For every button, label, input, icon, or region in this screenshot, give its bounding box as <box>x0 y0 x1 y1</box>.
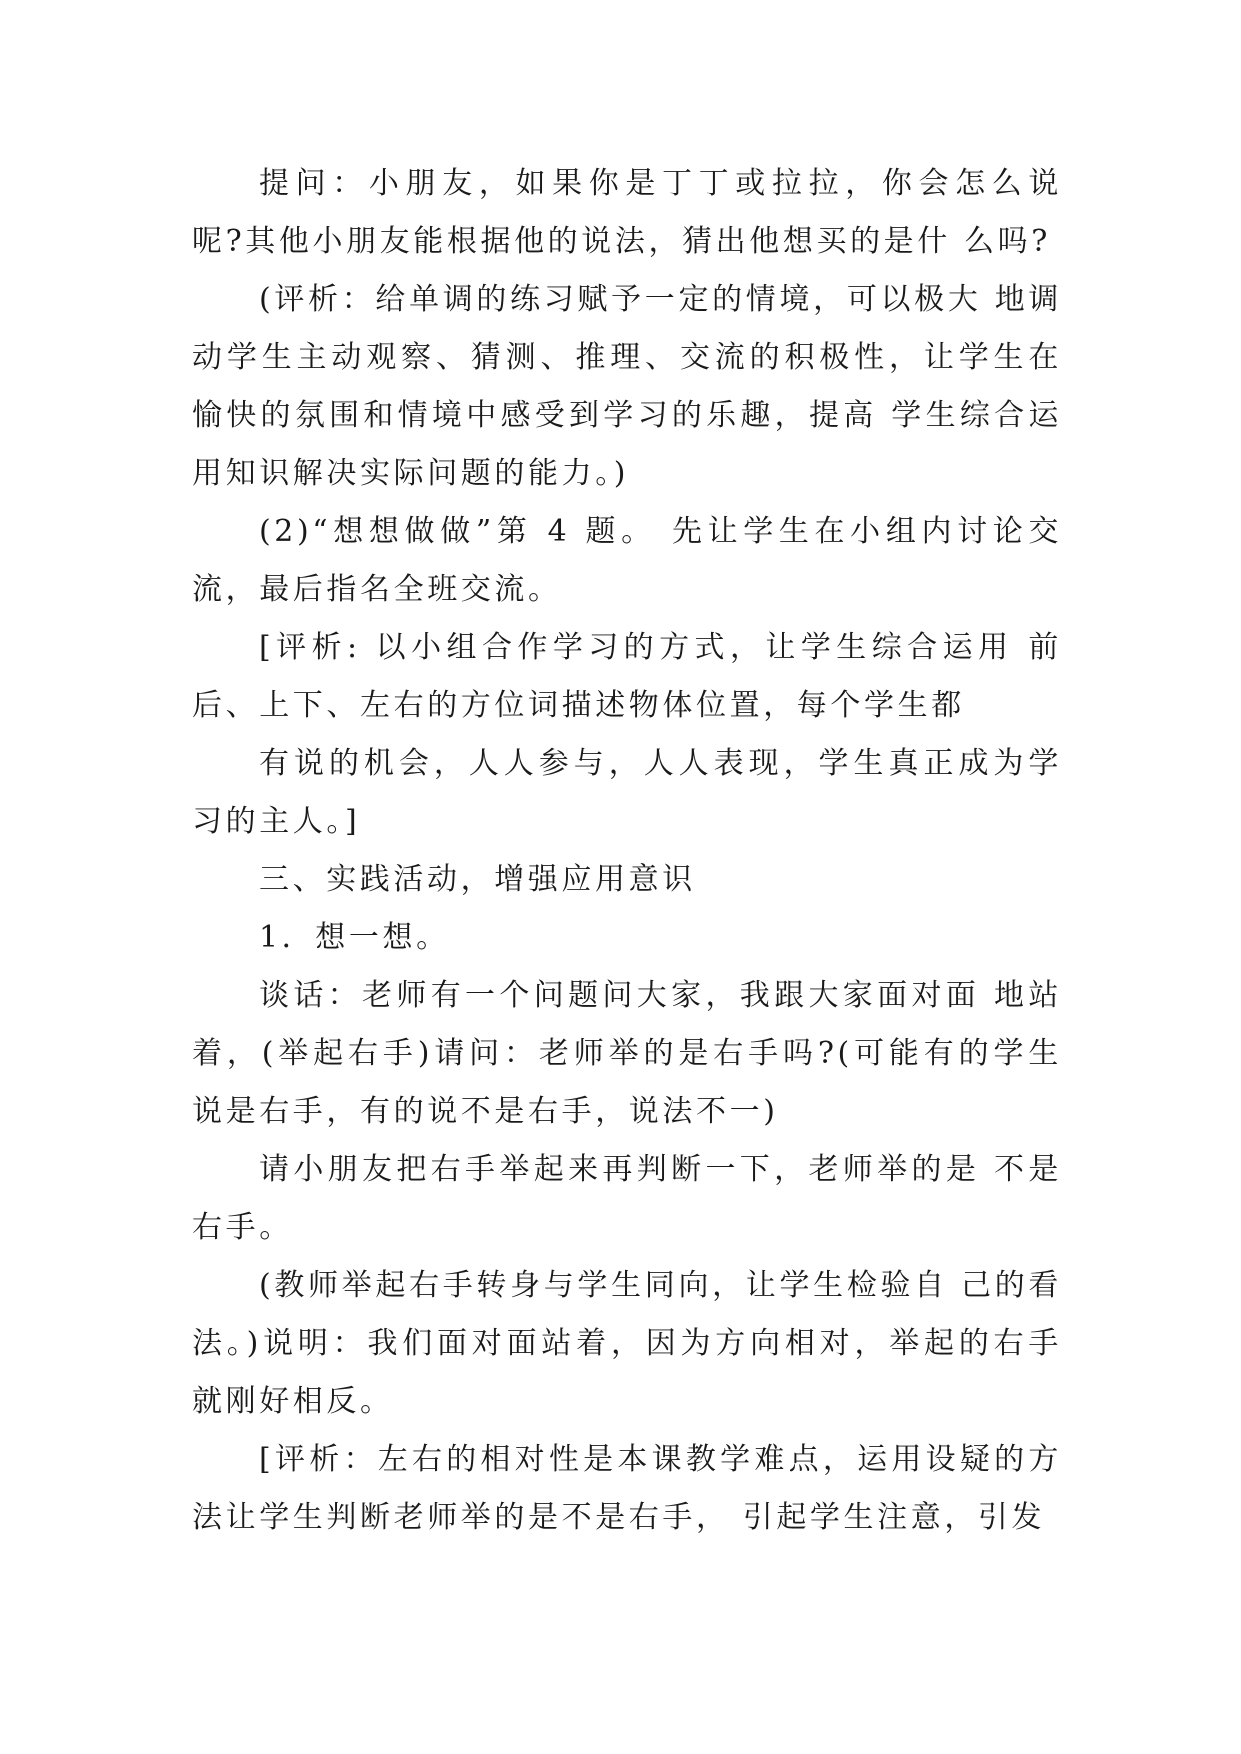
document-body <box>192 155 1062 1547</box>
paragraph-commentary-context: (评析：给单调的练习赋予一定的情境，可以极大 地调动学生主动观察、猜测、推理、交流的积极性，让学生在愉快的氛围和情境中感受到学习的乐趣，提高 学生综合运用知识解决实际问题的能力。) <box>192 282 1062 491</box>
section-heading-practice: 三、实践活动，增强应用意识 <box>259 862 696 897</box>
subheading-think: 1．想一想。 <box>259 920 450 955</box>
paragraph-exercise-4: (2)“想想做做”第 4 题。 先让学生在小组内讨论交流，最后指名全班交流。 <box>192 514 1062 607</box>
paragraph-question: 提问：小朋友，如果你是丁丁或拉拉，你会怎么说 呢?其他小朋友能根据他的说法，猜出他想买的是什 么吗? <box>192 166 1062 259</box>
paragraph-commentary-group-cont: 有说的机会，人人参与，人人表现，学生真正成为学习的主人。] <box>192 746 1062 839</box>
paragraph-commentary-group: [评析: 以小组合作学习的方式，让学生综合运用 前后、上下、左右的方位词描述物体位置，每个学生都 <box>192 630 1062 723</box>
paragraph-raise-hand: 请小朋友把右手举起来再判断一下，老师举的是 不是右手。 <box>192 1152 1062 1245</box>
paragraph-commentary-relativity: [评析：左右的相对性是本课教学难点，运用设疑的方法让学生判断老师举的是不是右手， 引起学生注意，引发 <box>192 1442 1062 1535</box>
paragraph-talk: 谈话：老师有一个问题问大家，我跟大家面对面 地站着，(举起右手)请问：老师举的是右手吗?(可能有的学生说是右手，有的说不是右手，说法不一) <box>192 978 1062 1129</box>
paragraph-teacher-turn: (教师举起右手转身与学生同向，让学生检验自 己的看法。)说明：我们面对面站着，因为方向相对，举起的右手就刚好相反。 <box>192 1268 1062 1419</box>
